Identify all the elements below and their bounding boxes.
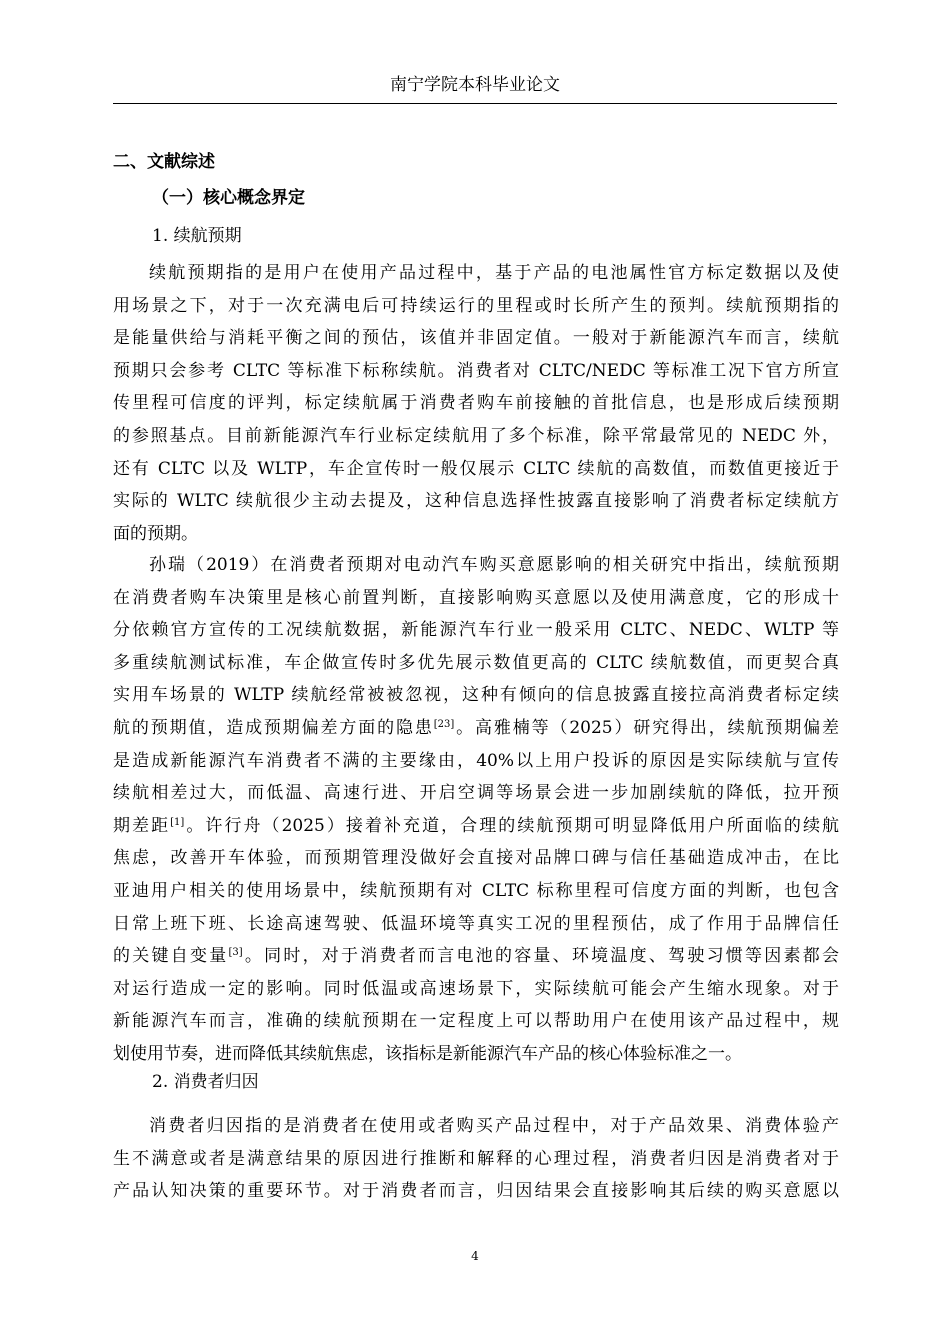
text-line: 生不满意或者是满意结果的原因进行推断和解释的心理过程，消费者归因是消费者对于 xyxy=(113,1148,839,1169)
text-line: 传里程可信度的评判，标定续航属于消费者购车前接触的首批信息，也是形成后续预期 xyxy=(113,393,839,414)
text-segment: 的关键自变量 xyxy=(113,946,229,967)
header-title: 南宁学院本科毕业论文 xyxy=(390,75,560,95)
topic-title-2: 2. 消费者归因 xyxy=(152,1072,259,1092)
text-line: 用场景之下，对于一次充满电后可持续运行的里程或时长所产生的预判。续航预期指的 xyxy=(113,295,839,316)
text-line: 新能源汽车而言，准确的续航预期在一定程度上可以帮助用户在使用该产品过程中，规 xyxy=(113,1011,839,1032)
text-line: 亚迪用户相关的使用场景中，续航预期有对 CLTC 标称里程可信度方面的判断，也包含 xyxy=(113,880,839,901)
text-line: 是造成新能源汽车消费者不满的主要缘由，40%以上用户投诉的原因是实际续航与宣传 xyxy=(113,750,839,771)
text-line: 焦虑，改善开车体验，而预期管理没做好会直接对品牌口碑与信任基础造成冲击，在比 xyxy=(113,848,839,869)
paragraph-literature-review xyxy=(113,549,839,1071)
citation-marker: [23] xyxy=(433,718,455,730)
page-number: 4 xyxy=(471,1249,479,1263)
text-line: 续航相差过大，而低温、高速行进、开启空调等场景会进一步加剧续航的降低，拉开预 xyxy=(113,783,839,804)
text-line: 实际的 WLTC 续航很少主动去提及，这种信息选择性披露直接影响了消费者标定续航方 xyxy=(113,491,839,512)
text-line xyxy=(113,810,839,843)
text-segment: 航的预期值，造成预期偏差方面的隐患 xyxy=(113,717,434,738)
text-line: 孙瑞（2019）在消费者预期对电动汽车购买意愿影响的相关研究中指出，续航预期 xyxy=(149,555,839,575)
subsection-heading: （一）核心概念界定 xyxy=(152,188,305,208)
citation-marker: [1] xyxy=(170,816,185,828)
text-line: 在消费者购车决策里是核心前置判断，直接影响购买意愿以及使用满意度，它的形成十 xyxy=(113,587,839,608)
text-line: 实用车场景的 WLTP 续航经常被被忽视，这种有倾向的信息披露直接拉高消费者标定续 xyxy=(113,685,839,706)
text-line: 分依赖官方宣传的工况续航数据，新能源汽车行业一般采用 CLTC、NEDC、WLTP 等 xyxy=(113,620,839,641)
text-line: 消费者归因指的是消费者在使用或者购买产品过程中，对于产品效果、消费体验产 xyxy=(149,1116,839,1136)
text-line: 是能量供给与消耗平衡之间的预估，该值并非固定值。一般对于新能源汽车而言，续航 xyxy=(113,328,839,349)
paragraph-consumer-attribution xyxy=(113,1110,839,1208)
text-line xyxy=(113,940,839,973)
section-heading: 二、文献综述 xyxy=(113,152,215,172)
text-line: 还有 CLTC 以及 WLTP，车企宣传时一般仅展示 CLTC 续航的高数值，而数值更接近于 xyxy=(113,458,839,479)
text-line: 日常上班下班、长途高速驾驶、低温环境等真实工况的里程预估，成了作用于品牌信任 xyxy=(113,913,839,934)
text-line: 产品认知决策的重要环节。对于消费者而言，归因结果会直接影响其后续的购买意愿以 xyxy=(113,1181,839,1202)
text-line: 多重续航测试标准，车企做宣传时多优先展示数值更高的 CLTC 续航数值，而更契合真 xyxy=(113,652,839,673)
citation-marker: [3] xyxy=(228,947,243,959)
text-line: 的参照基点。目前新能源汽车行业标定续航用了多个标准，除平常最常见的 NEDC 外， xyxy=(113,425,839,446)
text-line: 面的预期。 xyxy=(113,523,198,544)
text-line xyxy=(113,712,839,745)
page-header xyxy=(113,70,837,104)
text-segment: 。许行舟（2025）接着补充道，合理的续航预期可明显降低用户所面临的续航 xyxy=(184,815,840,836)
text-line: 预期只会参考 CLTC 等标准下标称续航。消费者对 CLTC/NEDC 等标准工况下官方所宣 xyxy=(113,360,839,381)
text-segment: 。高雅楠等（2025）研究得出，续航预期偏差 xyxy=(454,717,839,738)
topic-title-1: 1. 续航预期 xyxy=(152,226,242,246)
paragraph-range-expectation xyxy=(113,257,839,550)
text-line: 续航预期指的是用户在使用产品过程中，基于产品的电池属性官方标定数据以及使 xyxy=(149,263,839,283)
text-line: 划使用节奏，进而降低其续航焦虑，该指标是新能源汽车产品的核心体验标准之一。 xyxy=(113,1043,742,1064)
text-segment: 期差距 xyxy=(113,815,171,836)
text-line: 对运行造成一定的影响。同时低温或高速场景下，实际续航可能会产生缩水现象。对于 xyxy=(113,978,839,999)
text-segment: 。同时，对于消费者而言电池的容量、环境温度、驾驶习惯等因素都会 xyxy=(242,946,840,967)
